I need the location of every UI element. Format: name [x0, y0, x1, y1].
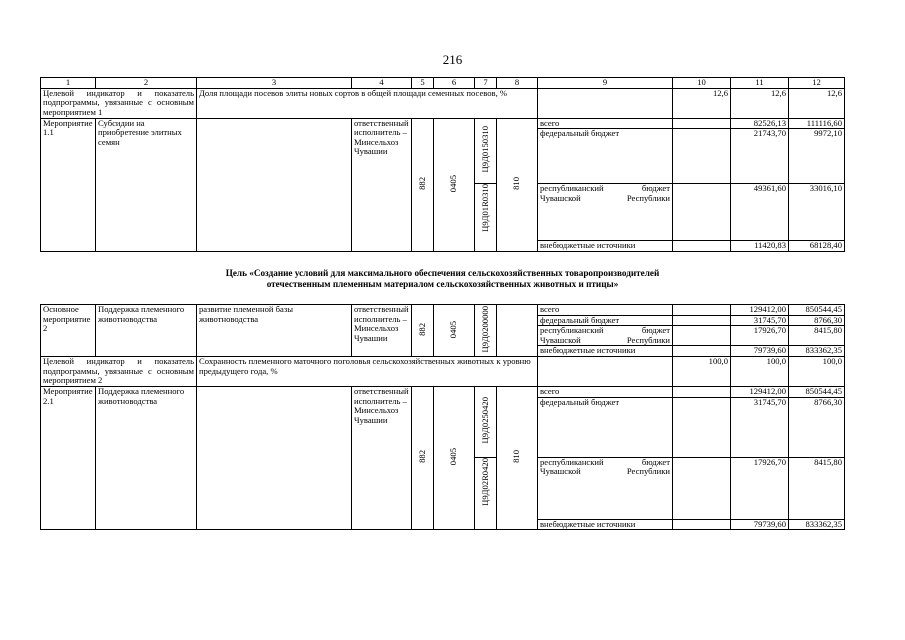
table-subprogram-part-2	[40, 304, 845, 530]
section-code: 0405	[434, 118, 475, 251]
funding-source: республиканский бюджет Чувашской Республики	[538, 184, 673, 241]
column-number-row	[41, 78, 845, 89]
goal-heading	[40, 268, 845, 290]
empty-cell	[538, 88, 673, 118]
funding-value: 850544,45	[789, 386, 845, 397]
indicator-value: 100,0	[731, 356, 789, 386]
funding-source: внебюджетные источники	[538, 346, 673, 357]
funding-value: 79739,60	[731, 519, 789, 530]
funding-value: 82526,13	[731, 118, 789, 129]
indicator-label: Целевой индикатор и показатель подпрограммы, увязанные с основным мероприятием 1	[41, 88, 197, 118]
indicator-value: 12,6	[789, 88, 845, 118]
col-header: 1	[41, 78, 96, 89]
indicator-row	[41, 88, 845, 118]
indicator-row	[41, 356, 845, 386]
goal-heading-line: отечественным племенным материалом сельскохозяйственных животных и птицы»	[266, 279, 619, 289]
col-header: 9	[538, 78, 673, 89]
empty-cell	[497, 305, 538, 357]
empty-cell	[673, 519, 731, 530]
funding-source: республиканский бюджет Чувашской Республики	[538, 326, 673, 346]
col-header: 5	[412, 78, 434, 89]
funding-value: 833362,35	[789, 346, 845, 357]
event-row	[41, 118, 845, 129]
col-header: 7	[475, 78, 497, 89]
target-article-code: Ц9Д0250420	[475, 386, 497, 457]
funding-value: 79739,60	[731, 346, 789, 357]
expense-type-code: 810	[497, 118, 538, 251]
funding-source: всего	[538, 118, 673, 129]
target-article-code: Ц9Д0150310	[475, 118, 497, 184]
grbs-code: 882	[412, 305, 434, 357]
responsible-executor: ответственный исполнитель – Минсельхоз Чувашии	[352, 118, 412, 251]
funding-source: федеральный бюджет	[538, 315, 673, 326]
goal-heading-line: Цель «Создание условий для максимального обеспечения сельскохозяйственных товаропроизводителей	[225, 268, 660, 278]
funding-value: 8415,80	[789, 457, 845, 519]
event-row	[41, 386, 845, 397]
funding-value: 9972,10	[789, 129, 845, 184]
grbs-code: 882	[412, 118, 434, 251]
funding-value: 8415,80	[789, 326, 845, 346]
empty-cell	[673, 386, 731, 397]
funding-source: всего	[538, 305, 673, 316]
page-number: 216	[442, 52, 463, 67]
empty-cell	[197, 118, 352, 251]
empty-cell	[673, 346, 731, 357]
empty-cell	[538, 356, 673, 386]
funding-value: 111116,60	[789, 118, 845, 129]
funding-value: 8766,30	[789, 315, 845, 326]
funding-value: 850544,45	[789, 305, 845, 316]
funding-value: 21743,70	[731, 129, 789, 184]
funding-value: 8766,30	[789, 397, 845, 457]
funding-value: 11420,83	[731, 241, 789, 252]
table-subprogram-part-1	[40, 77, 845, 252]
funding-source: внебюджетные источники	[538, 241, 673, 252]
indicator-label: Целевой индикатор и показатель подпрограммы, увязанные с основным мероприятием 2	[41, 356, 197, 386]
empty-cell	[673, 241, 731, 252]
empty-cell	[673, 305, 731, 316]
expense-type-code: 810	[497, 386, 538, 529]
target-article-code: Ц9Д02R0420	[475, 457, 497, 530]
main-event-description: Поддержка племенного животноводства	[96, 305, 197, 357]
main-event-task: развитие племенной базы животноводства	[197, 305, 352, 357]
indicator-text: Доля площади посевов элиты новых сортов в общей площади семенных посевов, %	[197, 88, 538, 118]
funding-value: 833362,35	[789, 519, 845, 530]
responsible-executor: ответственный исполнитель – Минсельхоз Чувашии	[352, 305, 412, 357]
col-header: 12	[789, 78, 845, 89]
empty-cell	[673, 457, 731, 519]
empty-cell	[673, 326, 731, 346]
funding-value: 17926,70	[731, 457, 789, 519]
funding-source: республиканский бюджет Чувашской Республики	[538, 457, 673, 519]
empty-cell	[673, 397, 731, 457]
section-code: 0405	[434, 386, 475, 529]
grbs-code: 882	[412, 386, 434, 529]
funding-value: 33016,10	[789, 184, 845, 241]
empty-cell	[673, 315, 731, 326]
target-article-code: Ц9Д0200000	[475, 305, 497, 357]
indicator-value: 100,0	[673, 356, 731, 386]
main-event-row	[41, 305, 845, 316]
section-code: 0405	[434, 305, 475, 357]
funding-source: федеральный бюджет	[538, 129, 673, 184]
responsible-executor: ответственный исполнитель – Минсельхоз Чувашии	[352, 386, 412, 529]
event-title: Мероприятие 2.1	[41, 386, 96, 529]
main-event-title: Основное мероприятие 2	[41, 305, 96, 357]
target-article-code: Ц9Д01R0310	[475, 184, 497, 252]
empty-cell	[673, 129, 731, 184]
funding-source: внебюджетные источники	[538, 519, 673, 530]
funding-value: 49361,60	[731, 184, 789, 241]
event-title: Мероприятие 1.1	[41, 118, 96, 251]
col-header: 4	[352, 78, 412, 89]
col-header: 3	[197, 78, 352, 89]
indicator-text: Сохранность племенного маточного поголовья сельскохозяйственных животных к уровню предыдущего года, %	[197, 356, 538, 386]
funding-value: 31745,70	[731, 397, 789, 457]
funding-value: 68128,40	[789, 241, 845, 252]
col-header: 8	[497, 78, 538, 89]
funding-value: 129412,00	[731, 305, 789, 316]
empty-cell	[673, 118, 731, 129]
col-header: 6	[434, 78, 475, 89]
funding-value: 17926,70	[731, 326, 789, 346]
event-description: Субсидии на приобретение элитных семян	[96, 118, 197, 251]
indicator-value: 12,6	[673, 88, 731, 118]
event-description: Поддержка племенного животноводства	[96, 386, 197, 529]
col-header: 11	[731, 78, 789, 89]
empty-cell	[197, 386, 352, 529]
empty-cell	[673, 184, 731, 241]
col-header: 2	[96, 78, 197, 89]
funding-value: 31745,70	[731, 315, 789, 326]
col-header: 10	[673, 78, 731, 89]
funding-value: 129412,00	[731, 386, 789, 397]
indicator-value: 12,6	[731, 88, 789, 118]
funding-source: федеральный бюджет	[538, 397, 673, 457]
indicator-value: 100,0	[789, 356, 845, 386]
funding-source: всего	[538, 386, 673, 397]
